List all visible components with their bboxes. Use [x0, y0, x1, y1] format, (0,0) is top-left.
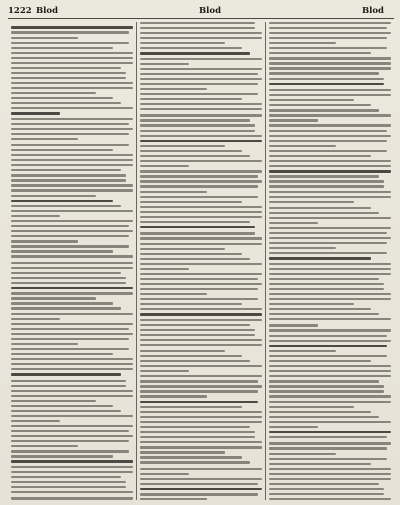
text-line — [140, 380, 258, 382]
text-line — [140, 155, 250, 157]
text-line — [140, 201, 242, 203]
text-line — [140, 248, 225, 250]
text-line — [140, 385, 262, 387]
text-line — [11, 174, 126, 176]
text-line — [269, 463, 371, 465]
text-line — [140, 298, 258, 300]
text-line — [269, 453, 336, 455]
text-line — [269, 67, 391, 69]
text-line — [140, 308, 262, 310]
text-line — [140, 446, 262, 448]
text-line — [269, 242, 387, 244]
text-line — [269, 380, 379, 382]
text-line — [11, 42, 129, 44]
text-line — [140, 468, 262, 470]
text-line — [11, 62, 133, 64]
text-line — [11, 262, 133, 264]
text-line — [140, 283, 262, 285]
text-line — [269, 160, 391, 162]
page-number: 1222 — [8, 6, 32, 16]
text-line — [140, 27, 255, 29]
text-line — [11, 348, 129, 350]
text-line — [11, 82, 133, 84]
text-line — [140, 436, 255, 438]
text-line — [269, 145, 336, 147]
text-line — [11, 26, 133, 29]
text-line — [11, 390, 133, 392]
text-line — [140, 52, 250, 55]
text-line — [11, 302, 113, 304]
text-line — [140, 47, 242, 49]
text-line — [140, 237, 262, 239]
text-line — [269, 324, 318, 326]
text-line — [11, 277, 126, 279]
text-line — [140, 329, 255, 331]
text-line — [269, 483, 379, 485]
text-line — [140, 390, 258, 392]
text-line — [11, 67, 121, 69]
text-line — [140, 334, 255, 336]
text-line — [11, 313, 133, 315]
text-line — [140, 258, 250, 260]
text-line — [11, 318, 60, 320]
text-line — [11, 77, 126, 79]
text-line — [269, 273, 391, 275]
text-line — [140, 416, 262, 418]
text-line — [269, 426, 318, 428]
text-line — [269, 447, 387, 449]
text-line — [269, 293, 391, 295]
text-line — [11, 440, 129, 442]
text-line — [269, 237, 391, 239]
page-header — [8, 6, 394, 19]
text-line — [140, 268, 189, 270]
text-line — [11, 133, 129, 135]
text-line — [269, 257, 371, 260]
text-line — [269, 318, 391, 320]
text-line — [269, 207, 371, 209]
text-line — [140, 370, 189, 372]
text-line — [269, 124, 391, 126]
text-line — [140, 232, 255, 234]
text-line — [140, 42, 225, 44]
text-line — [269, 390, 384, 392]
text-line — [11, 240, 78, 242]
text-line — [11, 123, 129, 125]
text-line — [11, 235, 129, 237]
text-line — [11, 72, 126, 74]
text-line — [269, 37, 387, 39]
text-line — [11, 92, 96, 94]
text-line — [11, 205, 121, 207]
text-line — [11, 338, 129, 340]
text-line — [11, 52, 133, 54]
text-line — [269, 488, 384, 490]
text-line — [269, 278, 379, 280]
text-line — [140, 493, 258, 495]
text-line — [11, 210, 133, 212]
text-line — [140, 441, 262, 443]
text-line — [269, 135, 391, 137]
text-line — [140, 421, 262, 423]
text-line — [140, 498, 207, 500]
text-line — [11, 149, 113, 151]
text-line — [140, 93, 258, 95]
text-line — [11, 333, 133, 335]
text-line — [140, 63, 189, 65]
text-line — [11, 195, 96, 197]
text-line — [269, 498, 391, 500]
text-line — [269, 27, 387, 29]
text-line — [269, 222, 318, 224]
text-line — [269, 201, 354, 203]
text-line — [11, 420, 60, 422]
text-line — [11, 225, 129, 227]
text-line — [140, 456, 242, 458]
text-line — [269, 155, 371, 157]
text-line — [269, 345, 387, 348]
text-line — [269, 32, 391, 34]
text-line — [11, 353, 113, 355]
text-line — [11, 138, 78, 140]
text-line — [11, 455, 113, 457]
text-line — [140, 288, 258, 290]
text-line — [11, 200, 113, 203]
text-line — [140, 483, 258, 485]
text-line — [11, 128, 133, 130]
text-columns — [8, 22, 394, 500]
text-line — [11, 37, 78, 39]
text-line — [11, 491, 133, 493]
text-line — [269, 217, 391, 219]
text-line — [140, 191, 207, 193]
text-line — [269, 247, 336, 249]
text-line — [269, 365, 391, 367]
text-line — [11, 169, 121, 171]
text-line — [140, 401, 258, 404]
text-line — [140, 170, 262, 172]
text-line — [269, 340, 391, 342]
text-line — [140, 319, 262, 321]
text-line — [11, 250, 113, 252]
text-line — [269, 395, 391, 397]
text-line — [11, 297, 96, 299]
text-line — [140, 350, 225, 352]
text-line — [269, 72, 379, 74]
text-line — [269, 22, 391, 24]
text-line — [140, 124, 255, 126]
text-line — [140, 226, 255, 229]
text-line — [140, 324, 250, 326]
text-line — [269, 416, 379, 418]
text-line — [269, 442, 391, 444]
text-line — [11, 255, 133, 257]
text-line — [11, 159, 133, 161]
text-line — [11, 368, 133, 370]
text-line — [269, 375, 391, 377]
text-line — [140, 145, 225, 147]
text-line — [269, 232, 387, 234]
text-line — [11, 154, 133, 156]
text-line — [269, 252, 387, 254]
text-line — [140, 243, 262, 245]
text-line — [269, 180, 384, 182]
text-line — [11, 102, 121, 104]
text-line — [140, 478, 262, 480]
text-line — [140, 196, 258, 198]
text-line — [11, 282, 126, 284]
text-line — [11, 486, 126, 488]
text-line — [140, 406, 242, 408]
text-line — [269, 421, 391, 423]
text-line — [269, 175, 379, 177]
text-line — [11, 476, 121, 478]
text-line — [269, 329, 391, 331]
text-line — [11, 267, 133, 269]
text-line — [269, 83, 384, 86]
text-line — [269, 114, 391, 116]
text-line — [11, 445, 78, 447]
text-line — [140, 355, 242, 357]
text-line — [269, 109, 379, 111]
text-line — [269, 212, 379, 214]
text-line — [140, 344, 262, 346]
text-line — [11, 189, 133, 191]
text-line — [269, 493, 384, 495]
text-line — [11, 220, 133, 222]
text-line — [140, 175, 258, 177]
text-line — [269, 411, 371, 413]
text-line — [140, 339, 262, 341]
text-line — [11, 373, 121, 376]
text-line — [11, 323, 133, 325]
text-line — [11, 184, 133, 186]
text-line — [269, 94, 391, 96]
text-line — [140, 313, 262, 316]
text-line — [11, 107, 133, 109]
text-line — [140, 73, 258, 75]
text-line — [11, 292, 133, 294]
text-line — [140, 165, 189, 167]
text-line — [11, 363, 133, 365]
text-line — [11, 405, 113, 407]
text-column-2 — [136, 22, 265, 500]
text-line — [11, 179, 126, 181]
text-line — [269, 104, 371, 106]
text-line — [140, 160, 262, 162]
text-line — [140, 426, 250, 428]
text-line — [269, 263, 391, 265]
text-line — [11, 31, 129, 33]
text-line — [140, 78, 262, 80]
text-line — [11, 230, 133, 232]
text-line — [11, 328, 129, 330]
text-line — [140, 68, 262, 70]
text-line — [140, 263, 262, 265]
text-line — [269, 140, 387, 142]
text-column-1 — [8, 22, 136, 500]
text-line — [11, 215, 60, 217]
text-line — [140, 130, 255, 132]
text-line — [11, 471, 133, 473]
text-line — [269, 191, 391, 193]
text-line — [140, 375, 262, 377]
text-column-3 — [265, 22, 394, 500]
text-line — [140, 278, 258, 280]
text-line — [269, 436, 387, 438]
text-line — [269, 303, 354, 305]
text-line — [11, 435, 133, 437]
text-line — [11, 425, 133, 427]
text-line — [269, 385, 384, 387]
text-line — [140, 488, 262, 491]
text-line — [269, 478, 391, 480]
text-line — [140, 303, 242, 305]
text-line — [140, 411, 262, 413]
text-line — [11, 287, 133, 290]
text-line — [140, 37, 262, 39]
text-line — [140, 206, 262, 208]
text-line — [11, 87, 133, 89]
text-line — [140, 221, 250, 223]
text-line — [269, 119, 318, 121]
text-line — [140, 108, 262, 110]
text-line — [11, 450, 129, 452]
text-line — [140, 114, 262, 116]
text-line — [140, 58, 262, 60]
text-line — [269, 99, 354, 101]
text-line — [140, 135, 262, 137]
text-line — [11, 144, 129, 146]
text-line — [269, 52, 371, 54]
text-line — [11, 460, 133, 463]
text-line — [269, 313, 379, 315]
text-line — [269, 298, 391, 300]
text-line — [269, 42, 336, 44]
text-line — [140, 88, 207, 90]
text-line — [269, 431, 391, 434]
text-line — [269, 473, 391, 475]
text-line — [269, 458, 387, 460]
text-line — [269, 62, 391, 64]
text-line — [269, 283, 384, 285]
text-line — [269, 288, 384, 290]
text-line — [140, 103, 262, 105]
text-line — [140, 98, 242, 100]
text-line — [140, 365, 262, 367]
text-line — [140, 395, 207, 397]
text-line — [269, 47, 387, 49]
text-line — [140, 293, 207, 295]
text-line — [11, 118, 133, 120]
text-line — [140, 461, 250, 463]
text-line — [11, 245, 129, 247]
text-line — [140, 273, 262, 275]
text-line — [140, 431, 255, 433]
text-line — [11, 112, 60, 115]
running-head-left: Blod — [36, 6, 59, 16]
text-line — [269, 360, 371, 362]
text-line — [11, 415, 133, 417]
text-line — [140, 473, 189, 475]
text-line — [11, 466, 133, 468]
text-line — [269, 170, 391, 173]
text-line — [140, 180, 262, 182]
text-line — [11, 57, 133, 59]
text-line — [11, 380, 126, 382]
text-line — [11, 97, 113, 99]
text-line — [11, 430, 129, 432]
text-line — [140, 185, 258, 187]
text-line — [269, 370, 391, 372]
text-line — [140, 216, 262, 218]
text-line — [140, 140, 262, 143]
text-line — [269, 57, 391, 59]
text-line — [11, 410, 121, 412]
text-line — [140, 211, 262, 213]
text-line — [269, 185, 384, 187]
text-line — [269, 196, 391, 198]
text-line — [11, 358, 133, 360]
text-line — [11, 272, 121, 274]
text-line — [269, 165, 391, 167]
text-line — [140, 451, 225, 453]
text-line — [269, 89, 391, 91]
text-line — [11, 400, 96, 402]
text-line — [140, 119, 250, 121]
text-line — [11, 497, 133, 499]
text-line — [269, 268, 391, 270]
text-line — [11, 307, 121, 309]
running-head-center: Blod — [198, 6, 222, 16]
text-line — [140, 83, 258, 85]
text-line — [11, 47, 113, 49]
text-line — [140, 360, 250, 362]
text-line — [269, 78, 384, 80]
text-line — [140, 150, 242, 152]
text-line — [269, 468, 391, 470]
text-line — [269, 406, 354, 408]
text-line — [269, 308, 371, 310]
text-line — [11, 481, 126, 483]
text-line — [269, 335, 387, 337]
text-line — [269, 355, 387, 357]
text-line — [269, 227, 391, 229]
text-line — [140, 253, 242, 255]
text-line — [140, 22, 255, 24]
text-line — [11, 385, 126, 387]
text-line — [11, 164, 133, 166]
text-line — [269, 130, 387, 132]
running-head-right: Blod — [361, 6, 384, 16]
text-line — [269, 150, 387, 152]
text-line — [140, 32, 262, 34]
text-line — [269, 401, 391, 403]
text-line — [11, 395, 133, 397]
text-line — [269, 350, 336, 352]
text-line — [11, 343, 78, 345]
